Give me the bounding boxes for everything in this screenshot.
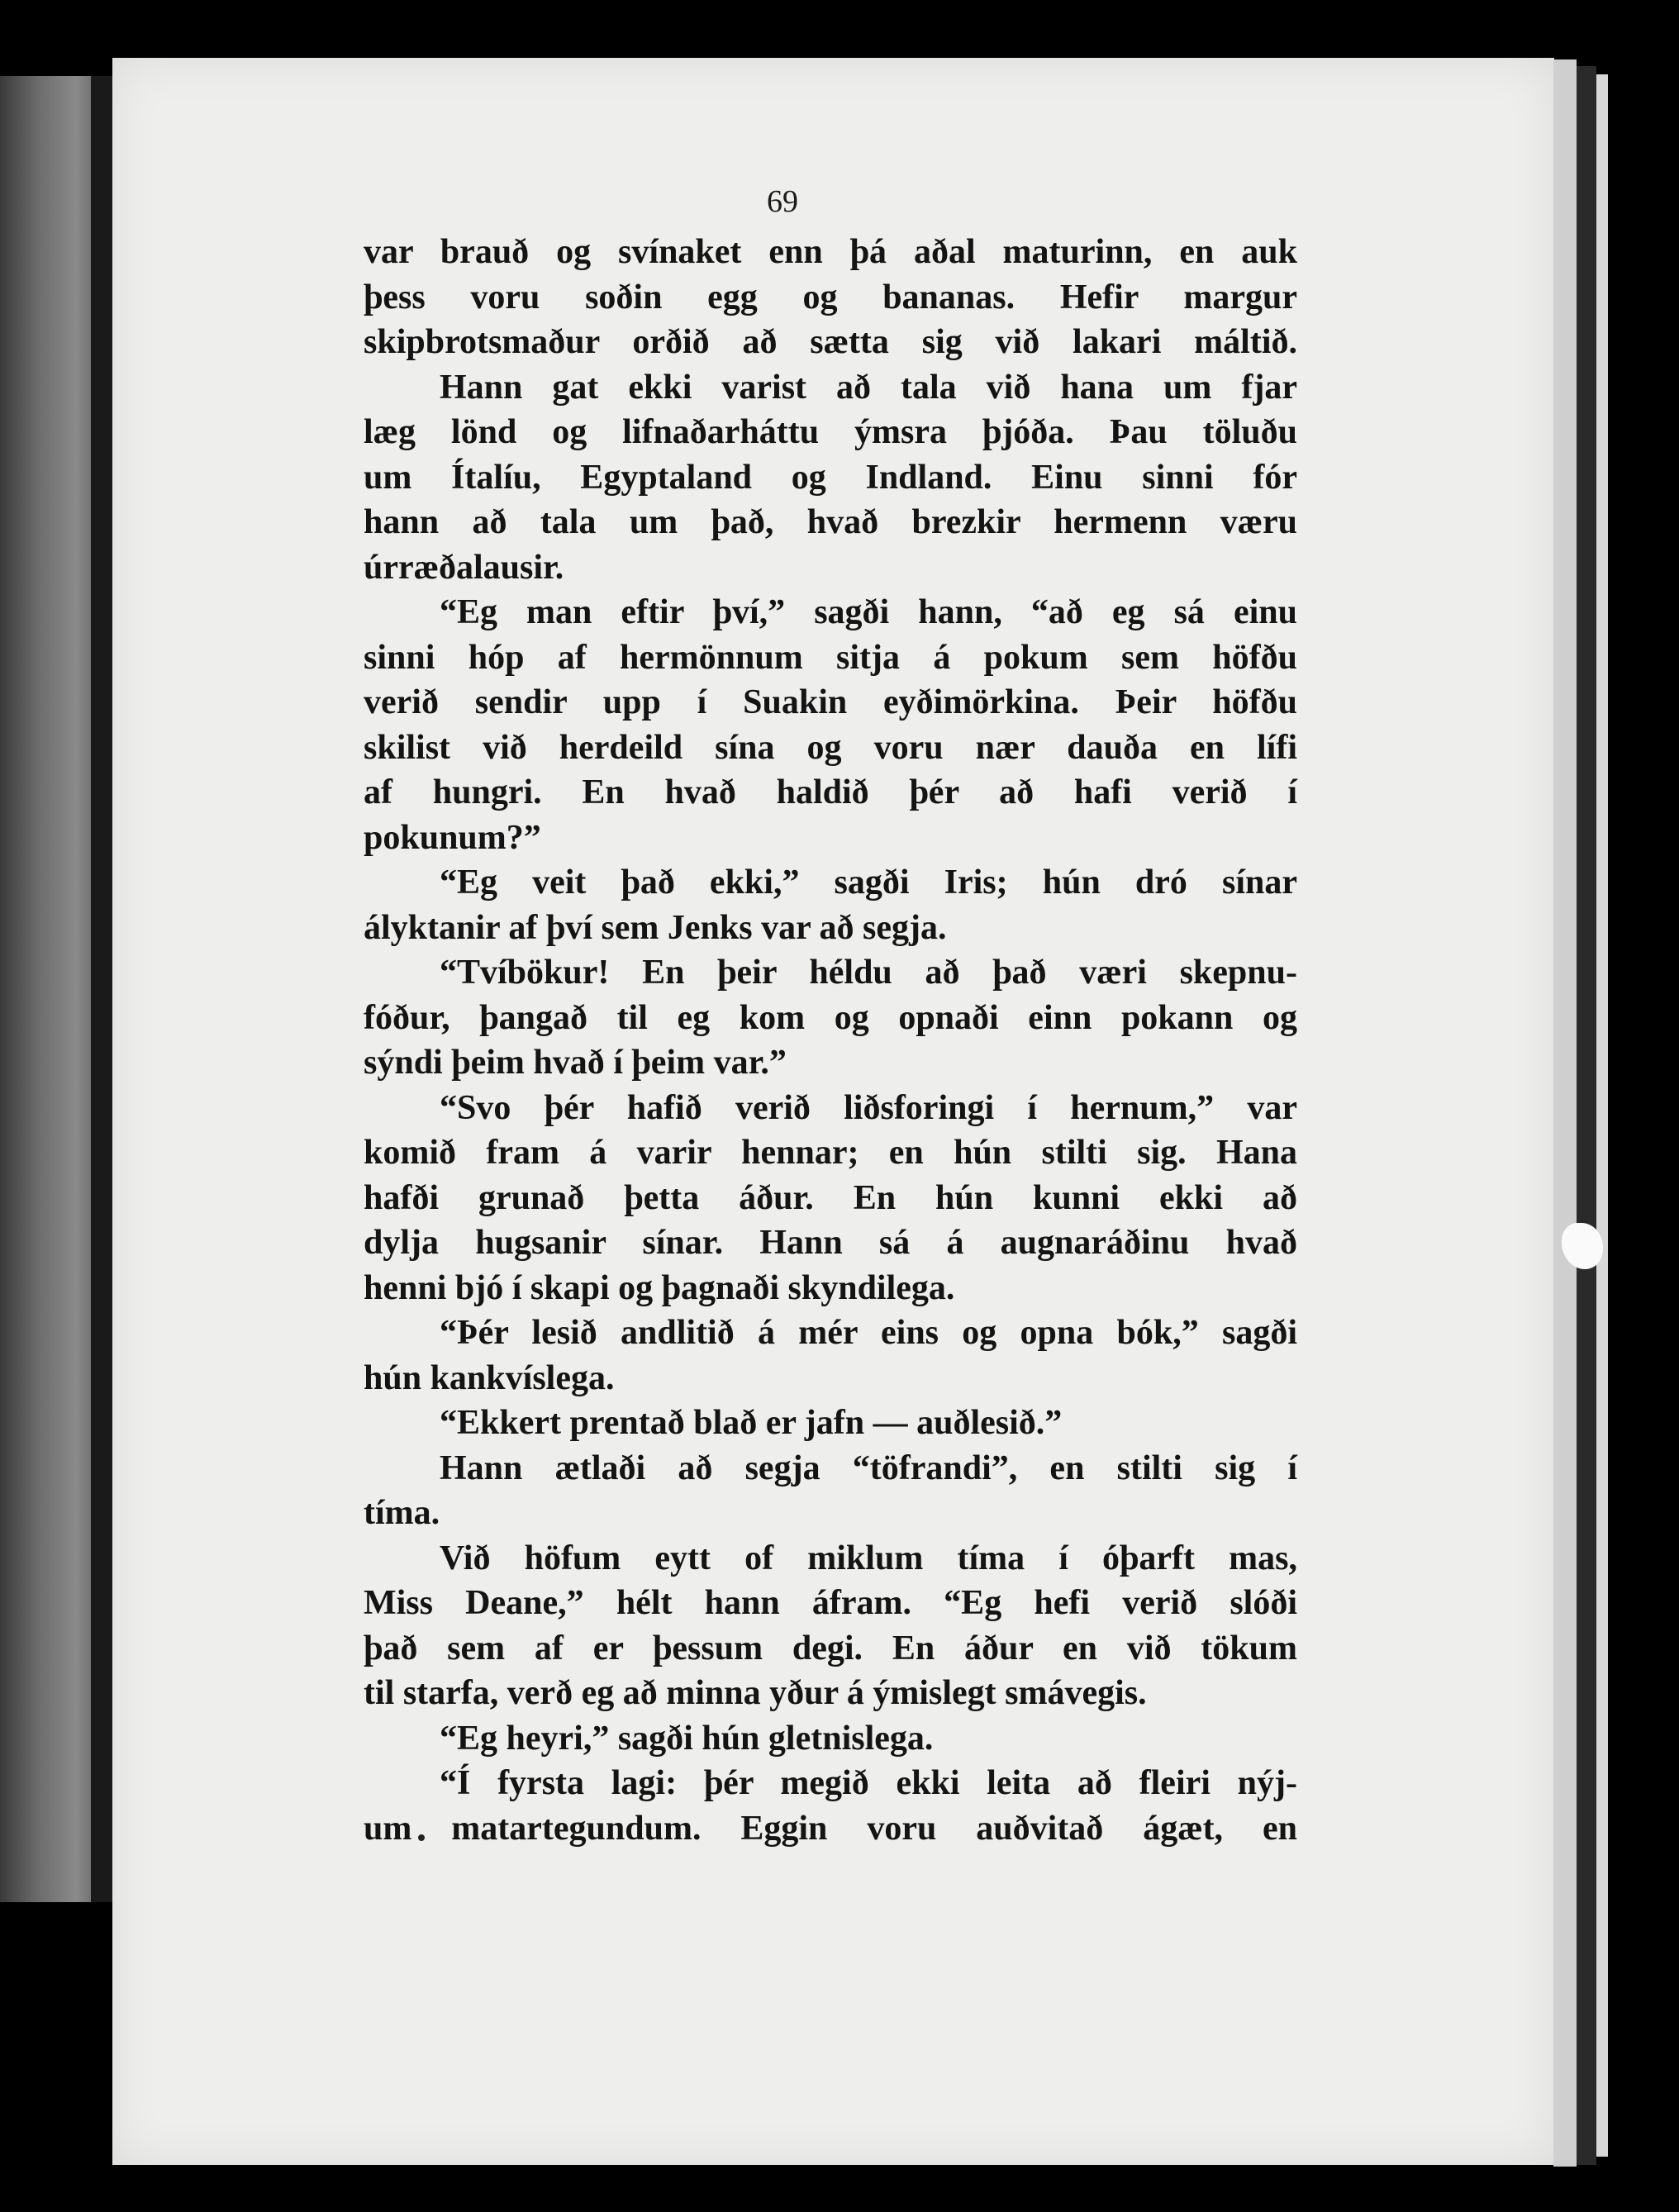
text-line: sýndi þeim hvað í þeim var.” — [364, 1044, 787, 1082]
text-line: Hann ætlaði að segja “töfrandi”, en stilti sig í — [440, 1449, 1297, 1487]
text-line: skilist við herdeild sína og voru nær dauða en lífi — [364, 728, 1297, 767]
body-text — [364, 230, 1297, 1851]
text-line: úrræðalausir. — [364, 548, 564, 587]
next-page-edge — [1596, 74, 1608, 2157]
page-edge-right — [1553, 59, 1577, 2167]
text-line: hafði grunað þetta áður. En hún kunni ekki að — [364, 1178, 1297, 1217]
text-line: hún kankvíslega. — [364, 1358, 615, 1397]
text-line: um matartegundum. Eggin voru auðvitað ágæt, en — [364, 1809, 1297, 1848]
text-line: tíma. — [364, 1494, 440, 1532]
text-line: ályktanir af því sem Jenks var að segja. — [364, 908, 947, 947]
text-line: um Ítalíu, Egyptaland og Indland. Einu sinni fór — [364, 458, 1297, 497]
text-line: henni bjó í skapi og þagnaði skyndilega. — [364, 1268, 955, 1307]
text-line: “Eg man eftir því,” sagði hann, “að eg sá einu — [440, 593, 1297, 631]
text-line: pokunum?” — [364, 818, 541, 857]
text-line: Miss Deane,” hélt hann áfram. “Eg hefi verið slóði — [364, 1584, 1297, 1622]
text-line: “Þér lesið andlitið á mér eins og opna bók,” sagði — [440, 1314, 1297, 1352]
text-line: læg lönd og lifnaðarháttu ýmsra þjóða. Þau töluðu — [364, 413, 1297, 451]
gutter-shadow — [91, 76, 112, 1902]
text-line: af hungri. En hvað haldið þér að hafi verið í — [364, 773, 1297, 811]
text-line: þess voru soðin egg og bananas. Hefir margur — [364, 278, 1297, 316]
text-line: verið sendir upp í Suakin eyðimörkina. Þeir höfðu — [364, 683, 1297, 721]
text-line: Við höfum eytt of miklum tíma í óþarft mas, — [440, 1539, 1297, 1577]
page-number: 69 — [767, 184, 798, 219]
text-line: sinni hóp af hermönnum sitja á pokum sem höfðu — [364, 638, 1297, 677]
text-line: “Svo þér hafið verið liðsforingi í hernum,” var — [440, 1088, 1297, 1127]
text-line: komið fram á varir hennar; en hún stilti sig. Hana — [364, 1134, 1297, 1172]
text-line: til starfa, verð eg að minna yður á ýmislegt smávegis. — [364, 1674, 1147, 1712]
text-line: “Í fyrsta lagi: þér megið ekki leita að fleiri nýj- — [440, 1764, 1297, 1802]
text-line: var brauð og svínaket enn þá aðal maturinn, en auk — [364, 233, 1297, 271]
text-line: dylja hugsanir sínar. Hann sá á augnaráðinu hvað — [364, 1224, 1297, 1262]
binding-shadow — [1577, 66, 1596, 2165]
text-line: skipbrotsmaður orðið að sætta sig við lakari máltið. — [364, 323, 1297, 361]
text-line: það sem af er þessum degi. En áður en við tökum — [364, 1629, 1297, 1667]
text-line: fóður, þangað til eg kom og opnaði einn pokann og — [364, 998, 1297, 1037]
text-line: “Eg heyri,” sagði hún gletnislega. — [440, 1719, 934, 1758]
text-line: Hann gat ekki varist að tala við hana um fjar — [440, 368, 1297, 407]
text-line: hann að tala um það, hvað brezkir hermenn væru — [364, 503, 1297, 541]
text-line: “Tvíbökur! En þeir héldu að það væri skepnu- — [440, 954, 1297, 992]
text-line: “Eg veit það ekki,” sagði Iris; hún dró sínar — [440, 863, 1297, 901]
text-line: “Ekkert prentað blað er jafn — auðlesið.” — [440, 1404, 1063, 1442]
